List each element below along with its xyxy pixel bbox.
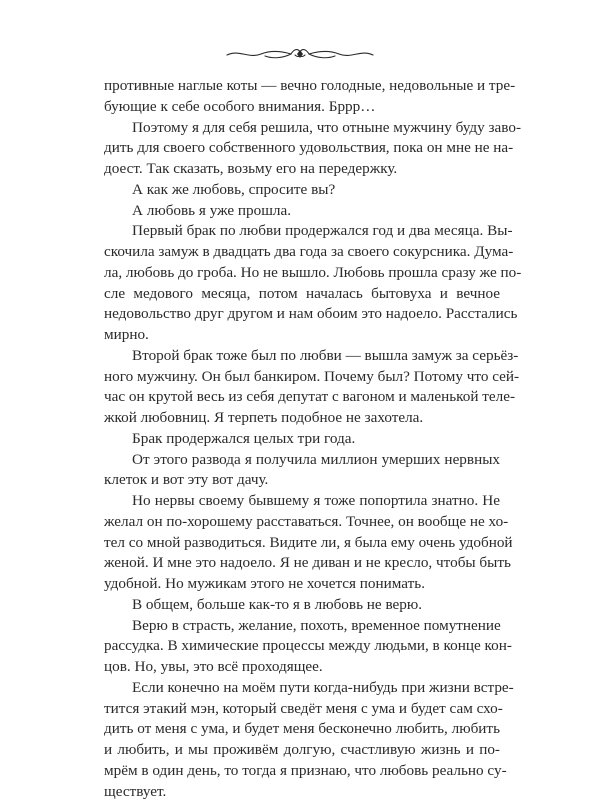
text-line: дить от меня с ума, и будет меня бесконечно любить, любить (104, 719, 500, 740)
text-line: жкой любовниц. Я терпеть подобное не захотела. (104, 408, 500, 429)
body-text (104, 76, 500, 802)
text-line: доест. Так сказать, возьму его на передержку. (104, 159, 500, 180)
flourish-divider-icon (225, 44, 375, 64)
text-line: Но нервы своему бывшему я тоже попортила знатно. Не (104, 491, 500, 512)
text-line: дить для своего собственного удовольствия, пока он мне не на- (104, 138, 500, 159)
text-line: Верю в страсть, желание, похоть, временное помутнение (104, 616, 500, 637)
text-line: тится этакий мэн, который сведёт меня с ума и будет сам схо- (104, 699, 500, 720)
text-line: мрём в один день, то тогда я признаю, что любовь реально су- (104, 761, 500, 782)
text-line: ла, любовь до гроба. Но не вышло. Любовь прошла сразу же по- (104, 263, 500, 284)
text-line: тел со мной разводиться. Видите ли, я была ему очень удобной (104, 533, 500, 554)
text-line: и любить, и мы проживём долгую, счастливую жизнь и по- (104, 740, 500, 761)
text-line: бующие к себе особого внимания. Бррр… (104, 97, 500, 118)
text-line: Поэтому я для себя решила, что отныне мужчину буду заво- (104, 118, 500, 139)
text-line: рассудка. В химические процессы между людьми, в конце кон- (104, 636, 500, 657)
text-line: А любовь я уже прошла. (104, 201, 500, 222)
text-line: Если конечно на моём пути когда-нибудь при жизни встре- (104, 678, 500, 699)
text-line: сле медового месяца, потом началась бытовуха и вечное (104, 284, 500, 305)
text-line: Первый брак по любви продержался год и два месяца. Вы- (104, 221, 500, 242)
text-line: цов. Но, увы, это всё проходящее. (104, 657, 500, 678)
text-line: ществует. (104, 782, 500, 802)
text-line: желал он по-хорошему расставаться. Точнее, он вообще не хо- (104, 512, 500, 533)
text-line: Брак продержался целых три года. (104, 429, 500, 450)
text-line: клеток и вот эту вот дачу. (104, 470, 500, 491)
text-line: час он крутой весь из себя депутат с вагоном и маленькой теле- (104, 387, 500, 408)
text-line: мирно. (104, 325, 500, 346)
text-line: В общем, больше как-то я в любовь не верю. (104, 595, 500, 616)
text-line: противные наглые коты — вечно голодные, недовольные и тре- (104, 76, 500, 97)
text-line: недовольство друг другом и нам обоим это надоело. Расстались (104, 304, 500, 325)
text-line: А как же любовь, спросите вы? (104, 180, 500, 201)
text-line: женой. И мне это надоело. Я не диван и не кресло, чтобы быть (104, 553, 500, 574)
text-line: От этого развода я получила миллион умерших нервных (104, 450, 500, 471)
text-line: ного мужчину. Он был банкиром. Почему был? Потому что сей- (104, 367, 500, 388)
text-line: скочила замуж в двадцать два года за своего сокурсника. Дума- (104, 242, 500, 263)
text-line: удобной. Но мужикам этого не хочется понимать. (104, 574, 500, 595)
text-line: Второй брак тоже был по любви — вышла замуж за серьёз- (104, 346, 500, 367)
